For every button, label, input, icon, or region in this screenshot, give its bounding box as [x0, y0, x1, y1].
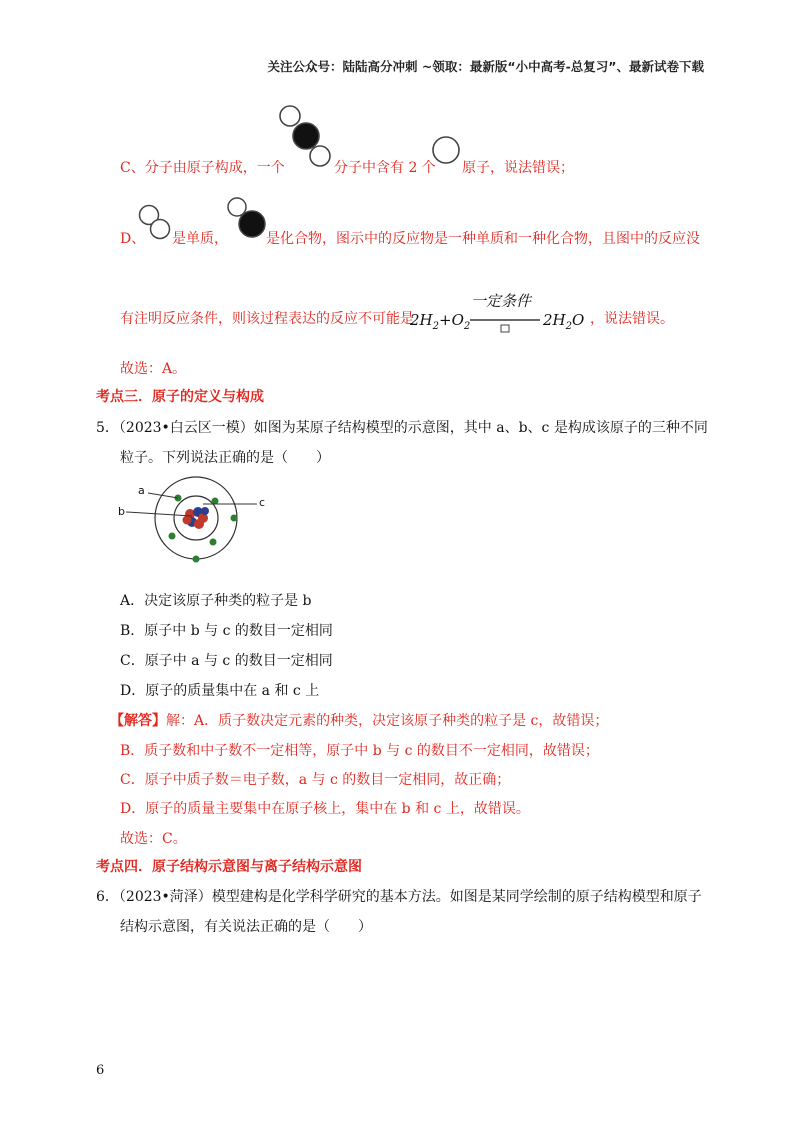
q5-option-c: C．原子中 a 与 c 的数目一定相同	[120, 653, 333, 669]
q5-analysis-line2: B．质子数和中子数不一定相等，原子中 b 与 c 的数目不一定相同，故错误；	[120, 743, 599, 759]
option-d-tail: ，说法错误。	[590, 311, 674, 327]
equation-reactants: $2H_2+O_2$	[410, 311, 471, 332]
option-d-part1: D、	[120, 231, 146, 247]
atom-label-c: c	[259, 496, 266, 509]
q5-answer: 故选：C。	[120, 831, 187, 847]
page-header: 关注公众号：陆陆高分冲刺 ~领取：最新版“小中高考-总复习”、最新试卷下载	[267, 59, 704, 74]
option-c-part3: 原子，说法错误；	[462, 160, 574, 176]
option-d-part3: 是化合物，图示中的反应物是一种单质和一种化合物，且图中的反应没	[266, 231, 700, 247]
option-d-continuation: 有注明反应条件，则该过程表达的反应不可能是	[120, 311, 414, 327]
atom-label-b: b	[118, 505, 125, 518]
q6-stem-line1: 6．（2023•菏泽）模型建构是化学科学研究的基本方法。如图是某同学绘制的原子结构模型和原子	[96, 889, 702, 905]
q5-analysis-line3: C．原子中质子数＝电子数，a 与 c 的数目一定相同，故正确；	[120, 772, 511, 788]
q5-analysis-line1: 【解答】解：A．质子数决定元素的种类，决定该原子种类的粒子是 c，故错误；	[110, 713, 609, 729]
page-number: 6	[96, 1063, 105, 1078]
equation-condition: 一定条件	[471, 292, 532, 310]
q5-stem-line1: 5．（2023•白云区一模）如图为某原子结构模型的示意图，其中 a、b、c 是构成该原子的三种不同	[96, 420, 708, 436]
q5-option-b: B．原子中 b 与 c 的数目一定相同	[120, 623, 333, 639]
q5-analysis-line4: D．原子的质量主要集中在原子核上，集中在 b 和 c 上，故错误。	[120, 801, 530, 817]
q5-stem-line2: 粒子。下列说法正确的是（ ）	[120, 450, 330, 466]
atom-label-a: a	[138, 484, 145, 497]
q5-option-a: A．决定该原子种类的粒子是 b	[120, 593, 312, 609]
option-c-part2: 分子中含有 2 个	[334, 160, 436, 176]
water-molecule-icon	[278, 104, 328, 168]
hydrogen-molecule-icon	[138, 204, 174, 240]
hydrogen-atom-icon	[432, 136, 462, 166]
answer-a: 故选：A。	[120, 361, 187, 377]
option-c-part1: C、分子由原子构成，一个	[120, 160, 285, 176]
option-d-part2: 是单质，	[172, 231, 228, 247]
q5-option-d: D．原子的质量集中在 a 和 c 上	[120, 683, 320, 699]
compound-molecule-icon	[226, 196, 268, 240]
q6-stem-line2: 结构示意图，有关说法正确的是（ ）	[120, 919, 372, 935]
section-4-title: 考点四．原子结构示意图与离子结构示意图	[96, 859, 362, 875]
equation-product: $2H_2O$	[543, 311, 585, 332]
section-3-title: 考点三．原子的定义与构成	[96, 389, 264, 405]
equation-arrow-line	[470, 319, 542, 333]
